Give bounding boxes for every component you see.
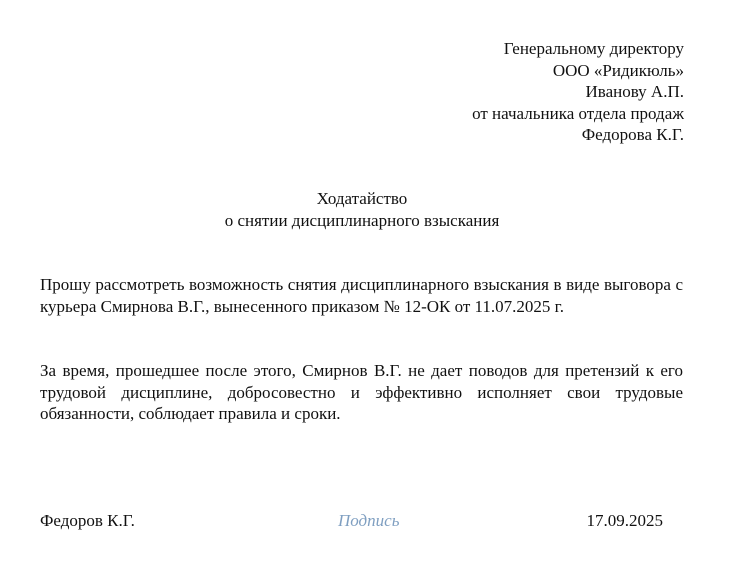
sender-line-position: от начальника отдела продаж <box>472 103 684 123</box>
signer-name: Федоров К.Г. <box>40 511 135 530</box>
body-paragraph-1: Прошу рассмотреть возможность снятия дисциплинарного взыскания в виде выговора с курьера Смирнова В.Г., вынесенного приказом № 12-ОК от 11.07.2025 г. <box>40 275 683 316</box>
addressee-line-name: Иванову А.П. <box>585 82 684 101</box>
addressee-block <box>472 38 684 146</box>
title-line-2: о снятии дисциплинарного взыскания <box>224 210 500 230</box>
signature-date: 17.09.2025 <box>586 511 663 530</box>
title-line-1: Ходатайство <box>316 189 408 208</box>
addressee-line-position: Генеральному директору <box>503 39 684 58</box>
signature-placeholder: Подпись <box>338 511 400 530</box>
document-title <box>0 188 724 231</box>
sender-line-name: Федорова К.Г. <box>581 125 684 144</box>
addressee-line-company: ООО «Ридикюль» <box>552 60 684 80</box>
body-paragraph-2: За время, прошедшее после этого, Смирнов В.Г. не дает поводов для претензий к его трудовой дисциплине, добросовестно и эффективно исполняет свои трудовые обязанности, соблюдает правила и сроки. <box>40 361 683 423</box>
